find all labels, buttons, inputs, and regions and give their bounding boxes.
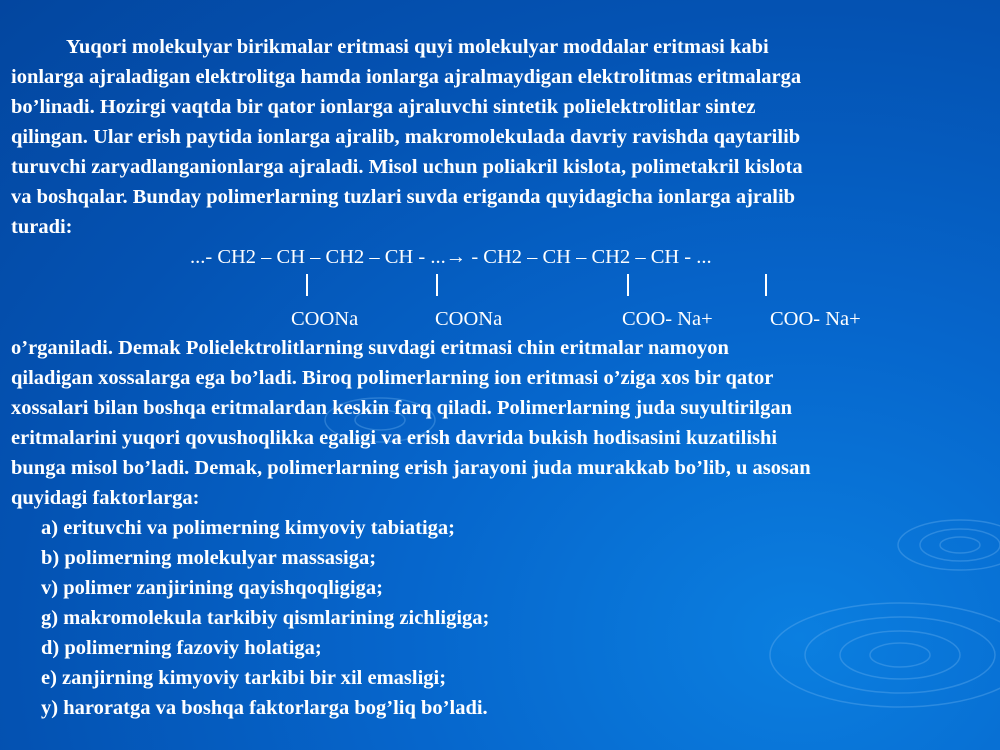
factor-item: g) makromolekula tarkibiy qismlarining zichligiga; xyxy=(41,607,490,629)
factor-item: a) erituvchi va polimerning kimyoviy tabiatiga; xyxy=(41,517,455,539)
paragraph1-line: Yuqori molekulyar birikmalar eritmasi quyi molekulyar moddalar eritmasi kabi xyxy=(66,36,769,58)
paragraph2-line: eritmalarini yuqori qovushoqlikka egaligi va erish davrida bukish hodisasini kuzatilishi xyxy=(11,427,778,449)
bond-line xyxy=(765,274,767,296)
formula-substituent: COO- Na+ xyxy=(770,308,861,330)
paragraph2-line: xossalari bilan boshqa eritmalardan keskin farq qiladi. Polimerlarning juda suyultirilgan xyxy=(11,397,793,419)
paragraph1-line: turadi: xyxy=(11,216,73,238)
bond-line xyxy=(436,274,438,296)
paragraph2-line: quyidagi faktorlarga: xyxy=(11,487,200,509)
formula-chain: ...- CH2 – CH – CH2 – CH - ...→ - CH2 – CH – CH2 – CH - ... xyxy=(190,246,712,268)
paragraph1-line: va boshqalar. Bunday polimerlarning tuzlari suvda eriganda quyidagicha ionlarga ajralib xyxy=(11,186,796,208)
factor-item: e) zanjirning kimyoviy tarkibi bir xil emasligi; xyxy=(41,667,447,689)
factor-item: v) polimer zanjirining qayishqoqligiga; xyxy=(41,577,383,599)
factor-item: y) haroratga va boshqa faktorlarga bog’liq bo’ladi. xyxy=(41,697,488,719)
paragraph2-line: bunga misol bo’ladi. Demak, polimerlarning erish jarayoni juda murakkab bo’lib, u asosan xyxy=(11,457,811,479)
bond-line xyxy=(306,274,308,296)
formula-substituent: COONa xyxy=(435,308,503,330)
formula-substituent: COO- Na+ xyxy=(622,308,713,330)
paragraph2-line: qiladigan xossalarga ega bo’ladi. Biroq polimerlarning ion eritmasi o’ziga xos bir qator xyxy=(11,367,774,389)
paragraph1-line: ionlarga ajraladigan elektrolitga hamda ionlarga ajralmaydigan elektrolitmas eritmalarga xyxy=(11,66,802,88)
paragraph1-line: bo’linadi. Hozirgi vaqtda bir qator ionlarga ajraluvchi sintetik polielektrolitlar sintez xyxy=(11,96,756,118)
paragraph1-line: qilingan. Ular erish paytida ionlarga ajralib, makromolekulada davriy ravishda qaytarilib xyxy=(11,126,801,148)
factor-item: b) polimerning molekulyar massasiga; xyxy=(41,547,377,569)
factor-item: d) polimerning fazoviy holatiga; xyxy=(41,637,322,659)
paragraph1-line: turuvchi zaryadlanganionlarga ajraladi. Misol uchun poliakril kislota, polimetakril kislota xyxy=(11,156,803,178)
paragraph2-line: o’rganiladi. Demak Polielektrolitlarning suvdagi eritmasi chin eritmalar namoyon xyxy=(11,337,729,359)
bond-line xyxy=(627,274,629,296)
formula-substituent: COONa xyxy=(291,308,359,330)
